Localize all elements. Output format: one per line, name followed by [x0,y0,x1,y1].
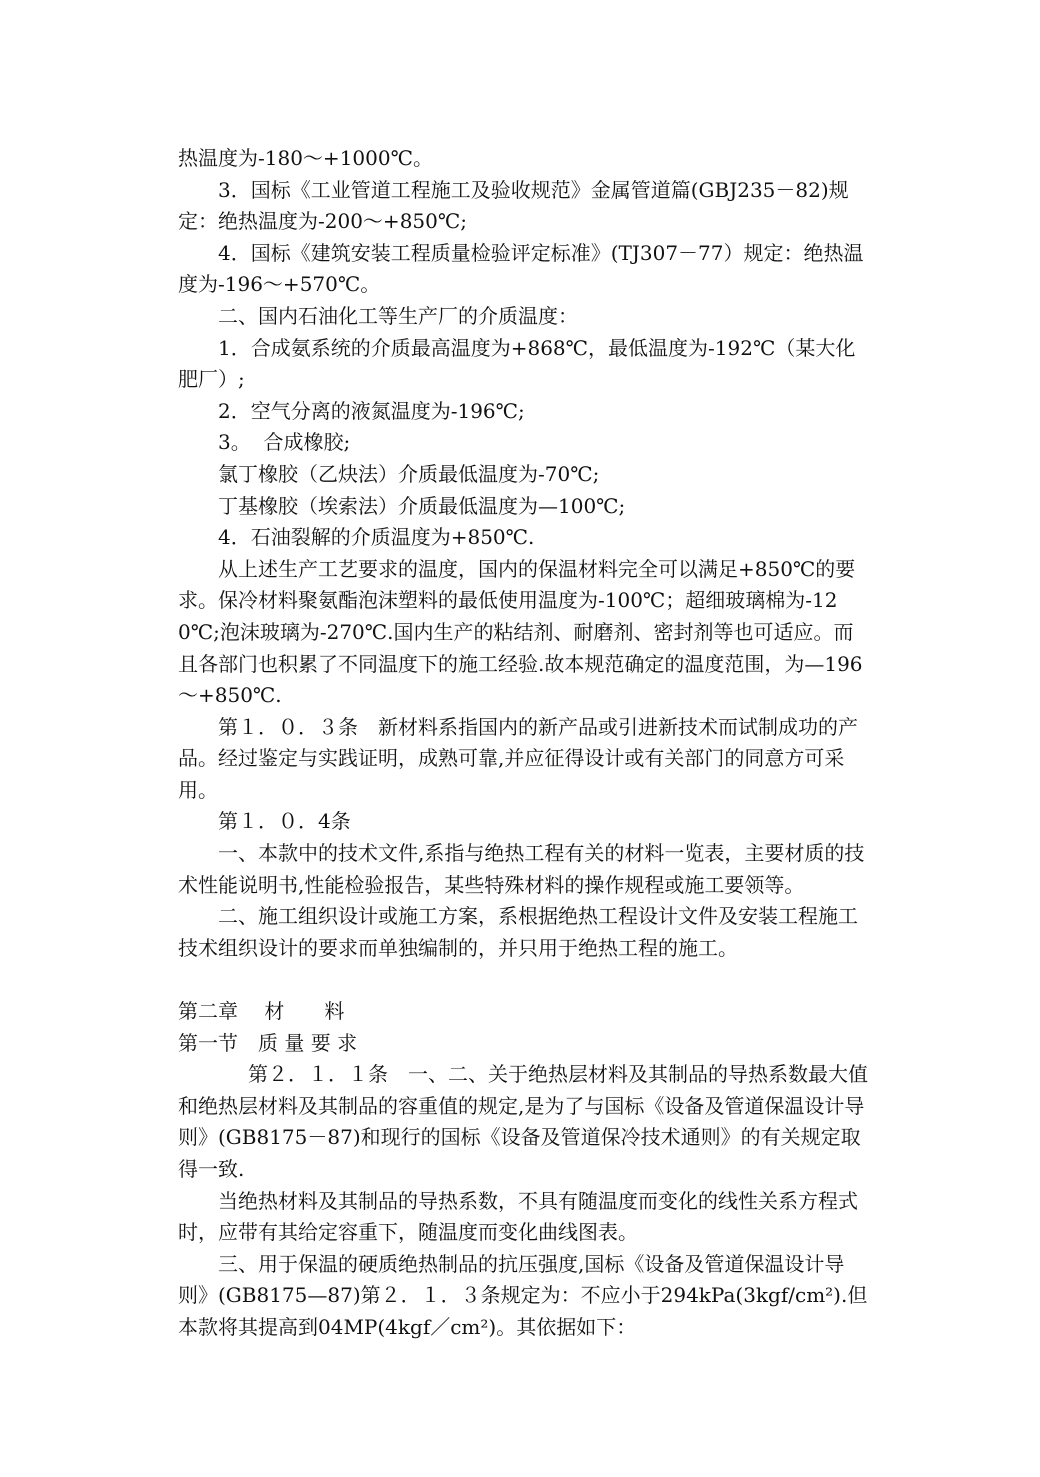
paragraph-chloroprene: 氯丁橡胶（乙炔法）介质最低温度为-70℃; [218,461,600,486]
chapter-title: 第二章 材 料 [178,999,345,1024]
paragraph-item-4: 4．国标《建筑安装工程质量检验评定标准》(TJ307－77）规定：绝热温度为-196～+570℃。 [178,240,864,297]
paragraph-summary: 从上述生产工艺要求的温度，国内的保温材料完全可以满足+850℃的要求。保冷材料聚氨酯泡沫塑料的最低使用温度为-100℃；超细玻璃棉为-120℃;泡沫玻璃为-270℃.国内生产的粘结剂、耐磨剂、密封剂等也可适应。而且各部门也积累了不同温度下的施工经验.故本规范确定的温度范围，为—196～+850℃. [178,556,863,708]
paragraph-compressive-strength: 三、用于保温的硬质绝热制品的抗压强度,国标《设备及管道保温设计导则》(GB8175—87)第２．１．３条规定为：不应小于294kPa(3kgf/cm²).但本款将其提高到04MP(4kgf／cm²)。其依据如下： [178,1251,868,1339]
paragraph-continuation: 热温度为-180～+1000℃。 [178,146,433,170]
paragraph-technical-documents: 一、本款中的技术文件,系指与绝热工程有关的材料一览表，主要材质的技术性能说明书,性能检验报告，某些特殊材料的操作规程或施工要领等。 [178,841,865,897]
paragraph-article-1-0-3: 第１．０．３条 新材料系指国内的新产品或引进新技术而试制成功的产品。经过鉴定与实践证明，成熟可靠,并应征得设计或有关部门的同意方可采用。 [178,714,858,802]
paragraph-thermal-conductivity: 当绝热材料及其制品的导热系数，不具有随温度而变化的线性关系方程式时，应带有其给定容重下，随温度而变化曲线图表。 [178,1188,858,1245]
paragraph-article-1-0-4: 第１．０．4条 [218,809,351,834]
paragraph-rubber: 3。 合成橡胶; [218,430,351,455]
blank-line [178,964,868,996]
document-body [178,143,868,1344]
paragraph-air-separation: 2．空气分离的液氮温度为-196℃; [218,398,525,423]
paragraph-butyl: 丁基橡胶（埃索法）介质最低温度为—100℃; [218,493,626,518]
paragraph-item-3: 3．国标《工业管道工程施工及验收规范》金属管道篇(GBJ235－82)规定：绝热温度为-200～+850℃; [178,177,849,234]
section-title: 第一节 质 量 要 求 [178,1030,358,1055]
paragraph-construction-plan: 二、施工组织设计或施工方案，系根据绝热工程设计文件及安装工程施工技术组织设计的要求而单独编制的，并只用于绝热工程的施工。 [178,904,858,960]
paragraph-section-two: 二、国内石油化工等生产厂的介质温度： [218,303,578,328]
paragraph-article-2-1-1: 第２．１．１条 一、二、关于绝热层材料及其制品的导热系数最大值和绝热层材料及其制品的容重值的规定,是为了与国标《设备及管道保温设计导则》(GB8175－87)和现行的国标《设备及管道保冷技术通则》的有关规定取得一致. [178,1062,868,1181]
paragraph-ammonia: 1．合成氨系统的介质最高温度为+868℃，最低温度为-192℃（某大化肥厂）; [178,335,856,392]
paragraph-cracking: 4．石油裂解的介质温度为+850℃. [218,525,535,550]
